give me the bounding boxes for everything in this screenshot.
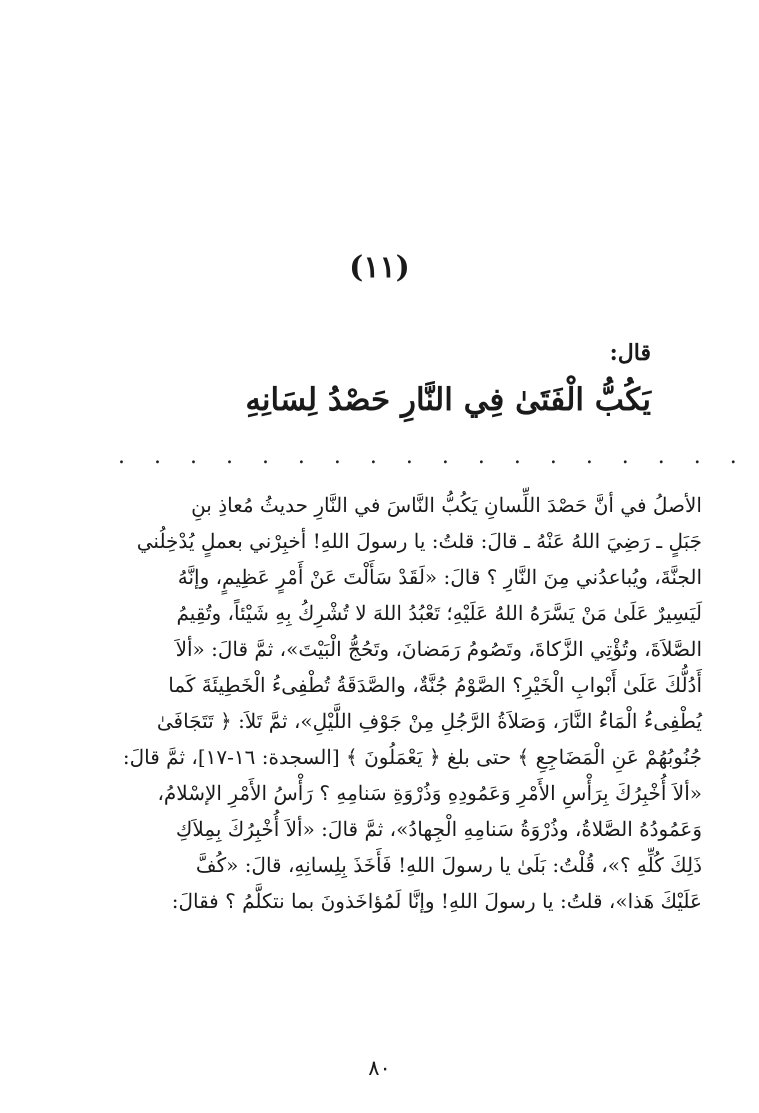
body-line: يُطْفِىءُ الْمَاءُ النَّارَ، وَصَلاَةُ الرَّجُلِ مِنْ جَوْفِ اللَّيْلِ»، ثمَّ تَلاَ: ﴿ تَتَجَافَىٰ [156,709,702,733]
body-paragraph [60,487,702,919]
body-line: عَلَيْكَ هَذا»، قلتُ: يا رسولَ اللهِ! وإنَّا لَمُؤاخَذونَ بما نتكلَّمُ ؟ فقالَ: [171,889,702,913]
body-line: الصَّلاَةَ، وتُؤْتِي الزَّكاةَ، وتَصُومُ رَمَضانَ، وتَحُجُّ الْبَيْتَ»، ثمَّ قالَ: «ألاَ [175,637,702,661]
body-line: الجنَّةَ، ويُباعدُني مِنَ النَّارِ ؟ قالَ: «لَقَدْ سَأَلْتَ عَنْ أَمْرٍ عَظِيمٍ، وإنَّهُ [177,565,702,589]
body-line: ذَلِكَ كُلِّهِ ؟»، قُلْتُ: بَلَىٰ يا رسولَ اللهِ! فَأَخَذَ بِلِسانِهِ، قالَ: «كُفَّ [195,853,702,877]
chapter-number: (١١) [349,250,410,285]
section-heading: يَكُبُّ الْفَتَىٰ فِي النَّارِ حَصْدُ لِسَانِهِ [245,382,651,418]
said-label: قال: [609,340,651,366]
body-line: «ألاَ أُخْبِرُكَ بِرَأْسِ الأَمْرِ وَعَمُودِهِ وَذُرْوَةِ سَنامِهِ ؟ رَأْسُ الأَمْرِ الإسْلامُ، [157,781,702,805]
page-number: ٨٠ [368,1056,391,1080]
dotted-separator: . . . . . . . . . . . . . . . . . . [118,444,748,469]
body-line: الأصلُ في أنَّ حَصْدَ اللِّسانِ يَكُبُّ النَّاسَ في النَّارِ حديثُ مُعاذِ بنِ [191,493,702,517]
body-line: وَعَمُودُهُ الصَّلاةُ، وذُرْوَةُ سَنامِهِ الْجِهادُ»، ثمَّ قالَ: «ألاَ أُخْبِرُكَ بِمِلاَكِ [175,817,702,841]
body-line: جُنُوبُهُمْ عَنِ الْمَضَاجِعِ ﴾ حتى بلغ ﴿ يَعْمَلُونَ ﴾ [السجدة: ١٦-١٧]، ثمَّ قالَ: [122,745,702,769]
body-line: أَدُلُّكَ عَلَىٰ أَبْوابِ الْخَيْرِ؟ الصَّوْمُ جُنَّةٌ، والصَّدَقَةُ تُطْفِىءُ الْخَطِيئَةَ كَما [168,673,702,697]
body-line: جَبَلٍ ـ رَضِيَ اللهُ عَنْهُ ـ قالَ: قلتُ: يا رسولَ اللهِ! أخبِرْني بعملٍ يُدْخِلُني [136,529,702,553]
body-line: لَيَسِيرٌ عَلَىٰ مَنْ يَسَّرَهُ اللهُ عَلَيْهِ؛ تَعْبُدُ اللهَ لا تُشْرِكُ بِهِ شَيْئاً، وتُقِيمُ [176,601,702,625]
